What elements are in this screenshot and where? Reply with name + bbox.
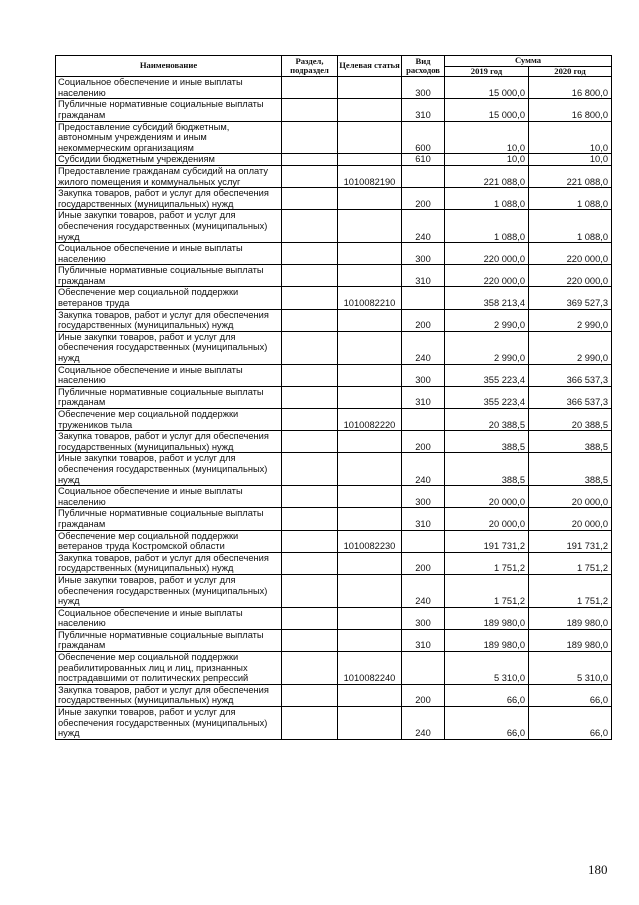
row-2020-amount: 66,0 bbox=[529, 684, 612, 706]
table-row bbox=[56, 287, 612, 309]
row-section-cell bbox=[282, 165, 338, 187]
row-2020-amount: 66,0 bbox=[529, 707, 612, 740]
header-sum: Сумма bbox=[445, 56, 612, 67]
row-name-cell: Социальное обеспечение и иные выплаты населению bbox=[56, 243, 282, 265]
budget-table bbox=[55, 55, 612, 740]
row-2020-amount: 10,0 bbox=[529, 154, 612, 166]
row-target-cell: 1010082210 bbox=[338, 287, 402, 309]
row-kind-cell: 300 bbox=[402, 77, 445, 99]
row-kind-cell bbox=[402, 287, 445, 309]
row-2020-amount: 5 310,0 bbox=[529, 652, 612, 685]
row-name-cell: Публичные нормативные социальные выплаты гражданам bbox=[56, 265, 282, 287]
row-2019-amount: 388,5 bbox=[445, 453, 529, 486]
row-2020-amount: 2 990,0 bbox=[529, 331, 612, 364]
row-kind-cell: 610 bbox=[402, 154, 445, 166]
row-target-cell bbox=[338, 707, 402, 740]
row-name-cell: Предоставление гражданам субсидий на оплату жилого помещения и коммунальных услуг bbox=[56, 165, 282, 187]
row-section-cell bbox=[282, 486, 338, 508]
row-kind-cell: 240 bbox=[402, 707, 445, 740]
row-kind-cell: 600 bbox=[402, 121, 445, 154]
table-row bbox=[56, 165, 612, 187]
row-kind-cell: 300 bbox=[402, 243, 445, 265]
row-name-cell: Закупка товаров, работ и услуг для обеспечения государственных (муниципальных) нужд bbox=[56, 684, 282, 706]
row-2019-amount: 20 000,0 bbox=[445, 486, 529, 508]
row-2019-amount: 189 980,0 bbox=[445, 607, 529, 629]
table-row bbox=[56, 121, 612, 154]
row-kind-cell: 310 bbox=[402, 629, 445, 651]
row-kind-cell: 310 bbox=[402, 508, 445, 530]
row-name-cell: Обеспечение мер социальной поддержки реабилитированных лиц и лиц, признанных пострадавшими от политических репрессий bbox=[56, 652, 282, 685]
table-row bbox=[56, 607, 612, 629]
row-section-cell bbox=[282, 210, 338, 243]
table-row bbox=[56, 629, 612, 651]
row-kind-cell: 240 bbox=[402, 574, 445, 607]
row-kind-cell: 200 bbox=[402, 309, 445, 331]
row-2019-amount: 10,0 bbox=[445, 121, 529, 154]
row-2019-amount: 1 751,2 bbox=[445, 574, 529, 607]
row-kind-cell: 240 bbox=[402, 331, 445, 364]
table-row bbox=[56, 210, 612, 243]
row-target-cell: 1010082220 bbox=[338, 409, 402, 431]
row-2020-amount: 388,5 bbox=[529, 453, 612, 486]
page-number: 180 bbox=[588, 862, 608, 877]
row-name-cell: Публичные нормативные социальные выплаты гражданам bbox=[56, 386, 282, 408]
row-target-cell bbox=[338, 188, 402, 210]
row-2019-amount: 191 731,2 bbox=[445, 530, 529, 552]
row-2020-amount: 1 751,2 bbox=[529, 552, 612, 574]
row-name-cell: Публичные нормативные социальные выплаты гражданам bbox=[56, 629, 282, 651]
row-section-cell bbox=[282, 652, 338, 685]
row-name-cell: Обеспечение мер социальной поддержки тружеников тыла bbox=[56, 409, 282, 431]
row-target-cell: 1010082240 bbox=[338, 652, 402, 685]
row-name-cell: Иные закупки товаров, работ и услуг для обеспечения государственных (муниципальных) нужд bbox=[56, 453, 282, 486]
row-target-cell bbox=[338, 154, 402, 166]
row-2019-amount: 1 088,0 bbox=[445, 188, 529, 210]
header-year-2019: 2019 год bbox=[445, 66, 529, 77]
row-2019-amount: 220 000,0 bbox=[445, 243, 529, 265]
row-2020-amount: 1 088,0 bbox=[529, 188, 612, 210]
table-row bbox=[56, 265, 612, 287]
row-2019-amount: 5 310,0 bbox=[445, 652, 529, 685]
row-section-cell bbox=[282, 121, 338, 154]
row-target-cell bbox=[338, 121, 402, 154]
table-row bbox=[56, 707, 612, 740]
row-2020-amount: 16 800,0 bbox=[529, 77, 612, 99]
row-2019-amount: 355 223,4 bbox=[445, 386, 529, 408]
row-2020-amount: 220 000,0 bbox=[529, 265, 612, 287]
row-target-cell bbox=[338, 386, 402, 408]
row-kind-cell bbox=[402, 652, 445, 685]
row-name-cell: Социальное обеспечение и иные выплаты населению bbox=[56, 364, 282, 386]
row-2019-amount: 1 088,0 bbox=[445, 210, 529, 243]
row-2020-amount: 20 000,0 bbox=[529, 486, 612, 508]
row-name-cell: Обеспечение мер социальной поддержки ветеранов труда bbox=[56, 287, 282, 309]
row-kind-cell: 200 bbox=[402, 552, 445, 574]
row-name-cell: Закупка товаров, работ и услуг для обеспечения государственных (муниципальных) нужд bbox=[56, 552, 282, 574]
header-section: Раздел, подраздел bbox=[282, 56, 338, 77]
table-row bbox=[56, 652, 612, 685]
table-row bbox=[56, 99, 612, 121]
row-section-cell bbox=[282, 574, 338, 607]
row-name-cell: Социальное обеспечение и иные выплаты населению bbox=[56, 77, 282, 99]
row-2020-amount: 221 088,0 bbox=[529, 165, 612, 187]
table-row bbox=[56, 530, 612, 552]
row-kind-cell: 310 bbox=[402, 265, 445, 287]
row-kind-cell: 300 bbox=[402, 607, 445, 629]
row-2019-amount: 2 990,0 bbox=[445, 331, 529, 364]
row-section-cell bbox=[282, 530, 338, 552]
row-kind-cell bbox=[402, 530, 445, 552]
row-name-cell: Иные закупки товаров, работ и услуг для обеспечения государственных (муниципальных) нужд bbox=[56, 331, 282, 364]
row-target-cell bbox=[338, 309, 402, 331]
table-row bbox=[56, 386, 612, 408]
row-2019-amount: 15 000,0 bbox=[445, 77, 529, 99]
row-name-cell: Социальное обеспечение и иные выплаты населению bbox=[56, 607, 282, 629]
row-target-cell bbox=[338, 243, 402, 265]
row-target-cell: 1010082230 bbox=[338, 530, 402, 552]
budget-table-sheet bbox=[55, 55, 611, 740]
row-2019-amount: 10,0 bbox=[445, 154, 529, 166]
table-row bbox=[56, 331, 612, 364]
row-section-cell bbox=[282, 508, 338, 530]
table-row bbox=[56, 453, 612, 486]
header-kind: Вид расходов bbox=[402, 56, 445, 77]
row-kind-cell: 310 bbox=[402, 386, 445, 408]
table-row bbox=[56, 309, 612, 331]
row-2019-amount: 20 000,0 bbox=[445, 508, 529, 530]
table-row bbox=[56, 574, 612, 607]
row-kind-cell: 200 bbox=[402, 684, 445, 706]
row-2020-amount: 20 388,5 bbox=[529, 409, 612, 431]
row-2019-amount: 221 088,0 bbox=[445, 165, 529, 187]
row-name-cell: Закупка товаров, работ и услуг для обеспечения государственных (муниципальных) нужд bbox=[56, 188, 282, 210]
row-2020-amount: 220 000,0 bbox=[529, 243, 612, 265]
row-name-cell: Социальное обеспечение и иные выплаты населению bbox=[56, 486, 282, 508]
row-2019-amount: 1 751,2 bbox=[445, 552, 529, 574]
row-name-cell: Закупка товаров, работ и услуг для обеспечения государственных (муниципальных) нужд bbox=[56, 431, 282, 453]
row-name-cell: Закупка товаров, работ и услуг для обеспечения государственных (муниципальных) нужд bbox=[56, 309, 282, 331]
row-2020-amount: 366 537,3 bbox=[529, 364, 612, 386]
row-2020-amount: 189 980,0 bbox=[529, 629, 612, 651]
row-name-cell: Обеспечение мер социальной поддержки ветеранов труда Костромской области bbox=[56, 530, 282, 552]
header-target: Целевая статья bbox=[338, 56, 402, 77]
row-section-cell bbox=[282, 629, 338, 651]
table-row bbox=[56, 431, 612, 453]
table-header bbox=[56, 56, 612, 77]
table-row bbox=[56, 154, 612, 166]
row-2019-amount: 388,5 bbox=[445, 431, 529, 453]
row-target-cell bbox=[338, 684, 402, 706]
row-2020-amount: 191 731,2 bbox=[529, 530, 612, 552]
table-row bbox=[56, 364, 612, 386]
row-section-cell bbox=[282, 364, 338, 386]
row-name-cell: Предоставление субсидий бюджетным, автономным учреждениям и иным некоммерческим организациям bbox=[56, 121, 282, 154]
row-section-cell bbox=[282, 331, 338, 364]
row-2019-amount: 66,0 bbox=[445, 707, 529, 740]
row-name-cell: Иные закупки товаров, работ и услуг для обеспечения государственных (муниципальных) нужд bbox=[56, 707, 282, 740]
row-kind-cell: 200 bbox=[402, 431, 445, 453]
row-section-cell bbox=[282, 552, 338, 574]
row-section-cell bbox=[282, 707, 338, 740]
row-2019-amount: 355 223,4 bbox=[445, 364, 529, 386]
row-kind-cell: 300 bbox=[402, 486, 445, 508]
row-target-cell bbox=[338, 210, 402, 243]
row-section-cell bbox=[282, 99, 338, 121]
row-target-cell bbox=[338, 607, 402, 629]
header-year-2020: 2020 год bbox=[529, 66, 612, 77]
row-2020-amount: 20 000,0 bbox=[529, 508, 612, 530]
row-section-cell bbox=[282, 287, 338, 309]
row-section-cell bbox=[282, 431, 338, 453]
row-name-cell: Субсидии бюджетным учреждениям bbox=[56, 154, 282, 166]
row-target-cell bbox=[338, 431, 402, 453]
row-section-cell bbox=[282, 243, 338, 265]
table-row bbox=[56, 77, 612, 99]
row-2019-amount: 15 000,0 bbox=[445, 99, 529, 121]
row-section-cell bbox=[282, 453, 338, 486]
row-target-cell: 1010082190 bbox=[338, 165, 402, 187]
row-section-cell bbox=[282, 265, 338, 287]
row-target-cell bbox=[338, 574, 402, 607]
row-kind-cell: 300 bbox=[402, 364, 445, 386]
row-kind-cell: 310 bbox=[402, 99, 445, 121]
row-kind-cell bbox=[402, 165, 445, 187]
row-name-cell: Публичные нормативные социальные выплаты гражданам bbox=[56, 99, 282, 121]
table-row bbox=[56, 188, 612, 210]
table-body bbox=[56, 77, 612, 740]
row-target-cell bbox=[338, 364, 402, 386]
row-kind-cell: 200 bbox=[402, 188, 445, 210]
row-section-cell bbox=[282, 309, 338, 331]
row-target-cell bbox=[338, 453, 402, 486]
table-row bbox=[56, 508, 612, 530]
table-row bbox=[56, 684, 612, 706]
row-kind-cell bbox=[402, 409, 445, 431]
row-target-cell bbox=[338, 99, 402, 121]
row-target-cell bbox=[338, 331, 402, 364]
header-name: Наименование bbox=[56, 56, 282, 77]
row-2020-amount: 10,0 bbox=[529, 121, 612, 154]
row-2020-amount: 366 537,3 bbox=[529, 386, 612, 408]
row-2020-amount: 1 751,2 bbox=[529, 574, 612, 607]
row-section-cell bbox=[282, 386, 338, 408]
row-section-cell bbox=[282, 77, 338, 99]
table-row bbox=[56, 243, 612, 265]
row-section-cell bbox=[282, 188, 338, 210]
row-name-cell: Публичные нормативные социальные выплаты гражданам bbox=[56, 508, 282, 530]
row-2020-amount: 189 980,0 bbox=[529, 607, 612, 629]
row-kind-cell: 240 bbox=[402, 210, 445, 243]
row-2019-amount: 358 213,4 bbox=[445, 287, 529, 309]
row-2020-amount: 2 990,0 bbox=[529, 309, 612, 331]
row-name-cell: Иные закупки товаров, работ и услуг для обеспечения государственных (муниципальных) нужд bbox=[56, 210, 282, 243]
table-row bbox=[56, 486, 612, 508]
row-name-cell: Иные закупки товаров, работ и услуг для обеспечения государственных (муниципальных) нужд bbox=[56, 574, 282, 607]
row-target-cell bbox=[338, 629, 402, 651]
row-section-cell bbox=[282, 607, 338, 629]
row-2019-amount: 2 990,0 bbox=[445, 309, 529, 331]
row-2019-amount: 20 388,5 bbox=[445, 409, 529, 431]
row-2020-amount: 16 800,0 bbox=[529, 99, 612, 121]
row-target-cell bbox=[338, 77, 402, 99]
row-2019-amount: 220 000,0 bbox=[445, 265, 529, 287]
row-target-cell bbox=[338, 265, 402, 287]
row-2020-amount: 369 527,3 bbox=[529, 287, 612, 309]
row-section-cell bbox=[282, 154, 338, 166]
table-row bbox=[56, 409, 612, 431]
row-2019-amount: 189 980,0 bbox=[445, 629, 529, 651]
table-row bbox=[56, 552, 612, 574]
row-2020-amount: 1 088,0 bbox=[529, 210, 612, 243]
row-2019-amount: 66,0 bbox=[445, 684, 529, 706]
row-target-cell bbox=[338, 486, 402, 508]
row-target-cell bbox=[338, 508, 402, 530]
row-target-cell bbox=[338, 552, 402, 574]
row-section-cell bbox=[282, 684, 338, 706]
row-2020-amount: 388,5 bbox=[529, 431, 612, 453]
row-kind-cell: 240 bbox=[402, 453, 445, 486]
row-section-cell bbox=[282, 409, 338, 431]
